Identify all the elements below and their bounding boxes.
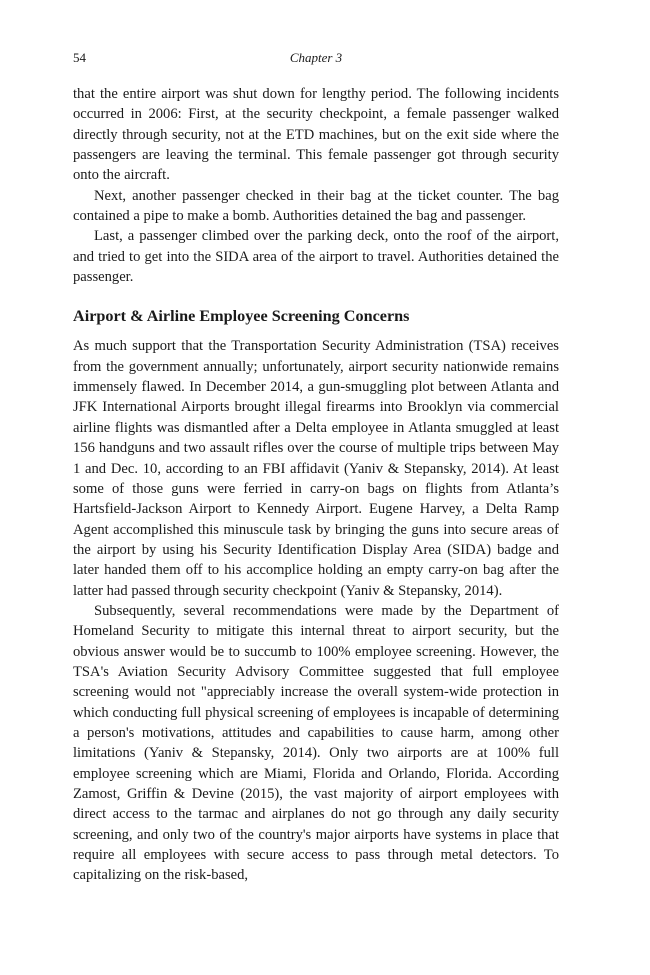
page-number: 54 (73, 50, 86, 65)
paragraph-second-incident: Next, another passenger checked in their bag at the ticket counter. The bag contained a pipe to make a bomb. Authorities detained the bag and passenger. (73, 187, 559, 225)
paragraph-third-incident: Last, a passenger climbed over the parking deck, onto the roof of the airport, and tried to get into the SIDA area of the airport to travel. Authorities detained the passenger. (73, 228, 559, 286)
body-text (73, 84, 559, 886)
running-head (73, 50, 559, 70)
paragraph-screening-flaws: As much support that the Transportation Security Administration (TSA) receives from the government annually; unfortunately, airport security nationwide remains immensely flawed. In December 2014, a gun-smuggling plot between Atlanta and JFK International Airports brought illegal firearms into Brooklyn via commercial airline flights was dismantled after a Delta employee in Atlanta smuggled at least 156 handguns and two assault rifles over the course of multiple trips between May 1 and Dec. 10, according to an FBI affidavit (Yaniv & Stepansky, 2014). At least some of those guns were ferried in carry-on bags on flights from Atlanta’s Hartsfield-Jackson Airport to Kennedy Airport. Eugene Harvey, a Delta Ramp Agent accomplished this minuscule task by bringing the guns into secure areas of the airport by using his Security Identification Display Area (SIDA) badge and later handed them off to his accomplice holding an empty carry-on bag after the latter had passed through security checkpoint (Yaniv & Stepansky, 2014). (73, 338, 559, 599)
paragraph-continuation: that the entire airport was shut down for lengthy period. The following incidents occurred in 2006: First, at the security checkpoint, a female passenger walked directly through security, not at the ETD machines, but on the exit side where the passengers are leaving the terminal. This female passenger got through security onto the aircraft. (73, 86, 559, 184)
paragraph-recommendations: Subsequently, several recommendations were made by the Department of Homeland Security to mitigate this internal threat to airport security, but the obvious answer would be to succumb to 100% employee screening. However, the TSA's Aviation Security Advisory Committee suggested that full employee screening would not "appreciably increase the overall system-wide protection in which conducting full physical screening of employees is incapable of determining a person's motivations, attitudes and capabilities to cause harm, among other limitations (Yaniv & Stepansky, 2014). Only two airports are at 100% full employee screening which are Miami, Florida and Orlando, Florida. According Zamost, Griffin & Devine (2015), the vast majority of airport employees with direct access to the tarmac and airplanes do not go through any daily security screening, and only two of the country's major airports have systems in place that require all employees with secure access to pass through metal detectors. To capitalizing on the risk-based, (73, 602, 559, 884)
chapter-label: Chapter 3 (289, 50, 343, 65)
section-heading: Airport & Airline Employee Screening Concerns (73, 307, 410, 326)
book-page (73, 50, 559, 886)
